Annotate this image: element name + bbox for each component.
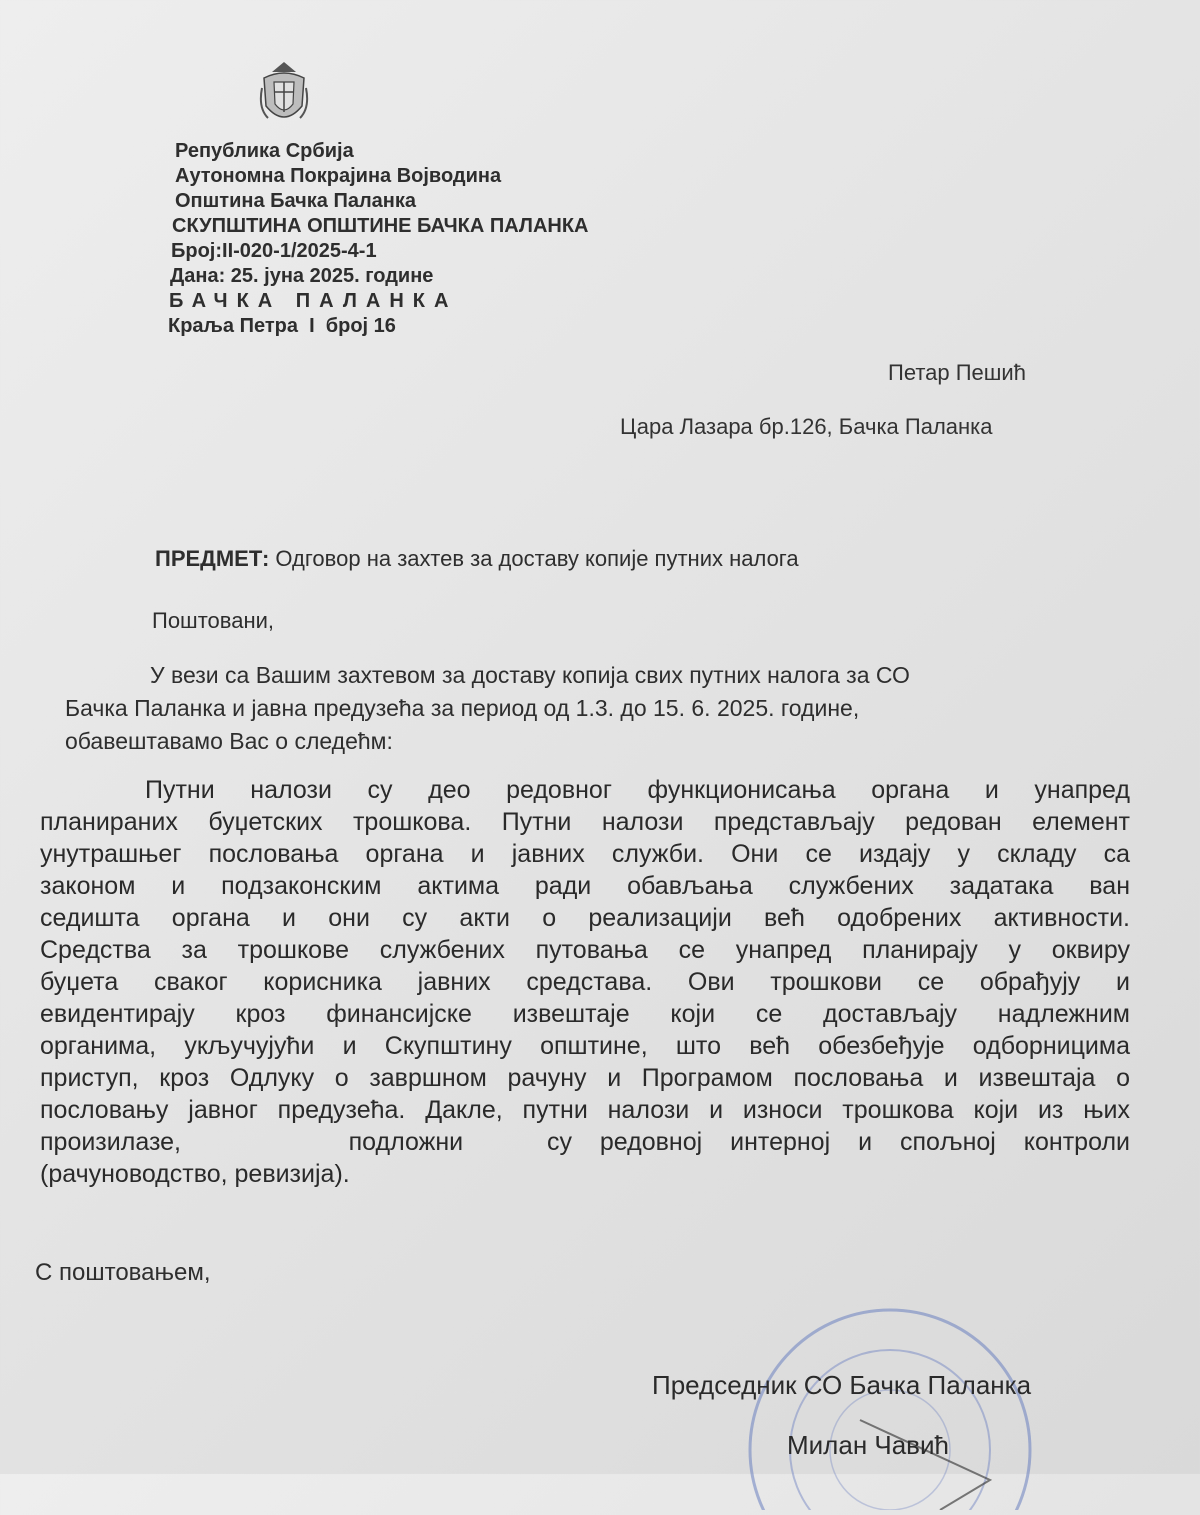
body-line: Средства за трошкове службених путовања се унапред планирају у оквиру	[40, 936, 1130, 964]
letterhead-city: БАЧКА ПАЛАНКА	[169, 290, 458, 312]
letterhead-reference-number: Број:II-020-1/2025-4-1	[171, 240, 377, 262]
body-line: приступ, кроз Одлуку о завршном рачуну и Програмом пословања и извештаја о	[40, 1064, 1130, 1092]
subject-line	[155, 546, 799, 572]
intro-line: У вези са Вашим захтевом за доставу копија свих путних налога за СО	[150, 662, 910, 688]
body-line: законом и подзаконским актима ради обављања службених задатака ван	[40, 872, 1130, 900]
letterhead-country: Република Србија	[175, 140, 354, 162]
closing: С поштовањем,	[35, 1259, 211, 1286]
body-line: Путни налози су део редовног функционисања органа и унапред	[145, 776, 1130, 804]
body-line: произилазе, подложни су редовној интерној и спољној контроли	[40, 1128, 1130, 1156]
letterhead-assembly: СКУПШТИНА ОПШТИНЕ БАЧКА ПАЛАНКА	[172, 215, 589, 237]
letterhead-municipality: Општина Бачка Паланка	[175, 190, 416, 212]
subject-label: ПРЕДМЕТ:	[155, 546, 270, 571]
signatory-name: Милан Чавић	[787, 1430, 949, 1460]
intro-line: Бачка Паланка и јавна предузећа за период од 1.3. до 15. 6. 2025. године,	[65, 695, 860, 721]
letterhead-province: Аутономна Покрајина Војводина	[175, 165, 502, 187]
body-line: органима, укључујући и Скупштину општине, што већ обезбеђује одборницима	[40, 1032, 1130, 1060]
body-line: буџета сваког корисника јавних средстава. Ови трошкови се обрађују и	[40, 968, 1130, 996]
body-line: седишта органа и они су акти о реализацији већ одобрених активности.	[40, 904, 1130, 932]
body-line: (рачуноводство, ревизија).	[40, 1160, 350, 1188]
coat-of-arms-icon	[258, 58, 310, 138]
signatory-title: Председник СО Бачка Паланка	[652, 1370, 1032, 1400]
greeting: Поштовани,	[152, 608, 274, 633]
body-line: унутрашњег пословања органа и јавних служби. Они се издају у складу са	[40, 840, 1130, 868]
recipient-name: Петар Пешић	[888, 360, 1026, 385]
body-line: евидентирају кроз финансијске извештаје који се достављају надлежним	[40, 1000, 1130, 1028]
body-line: планираних буџетских трошкова. Путни налози представљају редован елемент	[40, 808, 1130, 836]
letterhead-date: Дана: 25. јуна 2025. године	[170, 265, 434, 287]
body-line: пословању јавног предузећа. Дакле, путни налози и износи трошкова који из њих	[40, 1096, 1130, 1124]
subject-text: Одговор на захтев за доставу копије путних налога	[269, 546, 799, 571]
recipient-address: Цара Лазара бр.126, Бачка Паланка	[620, 414, 993, 439]
intro-line: обавештавамо Вас о следећм:	[65, 728, 393, 754]
letterhead-address: Краља Петра I број 16	[168, 315, 396, 337]
